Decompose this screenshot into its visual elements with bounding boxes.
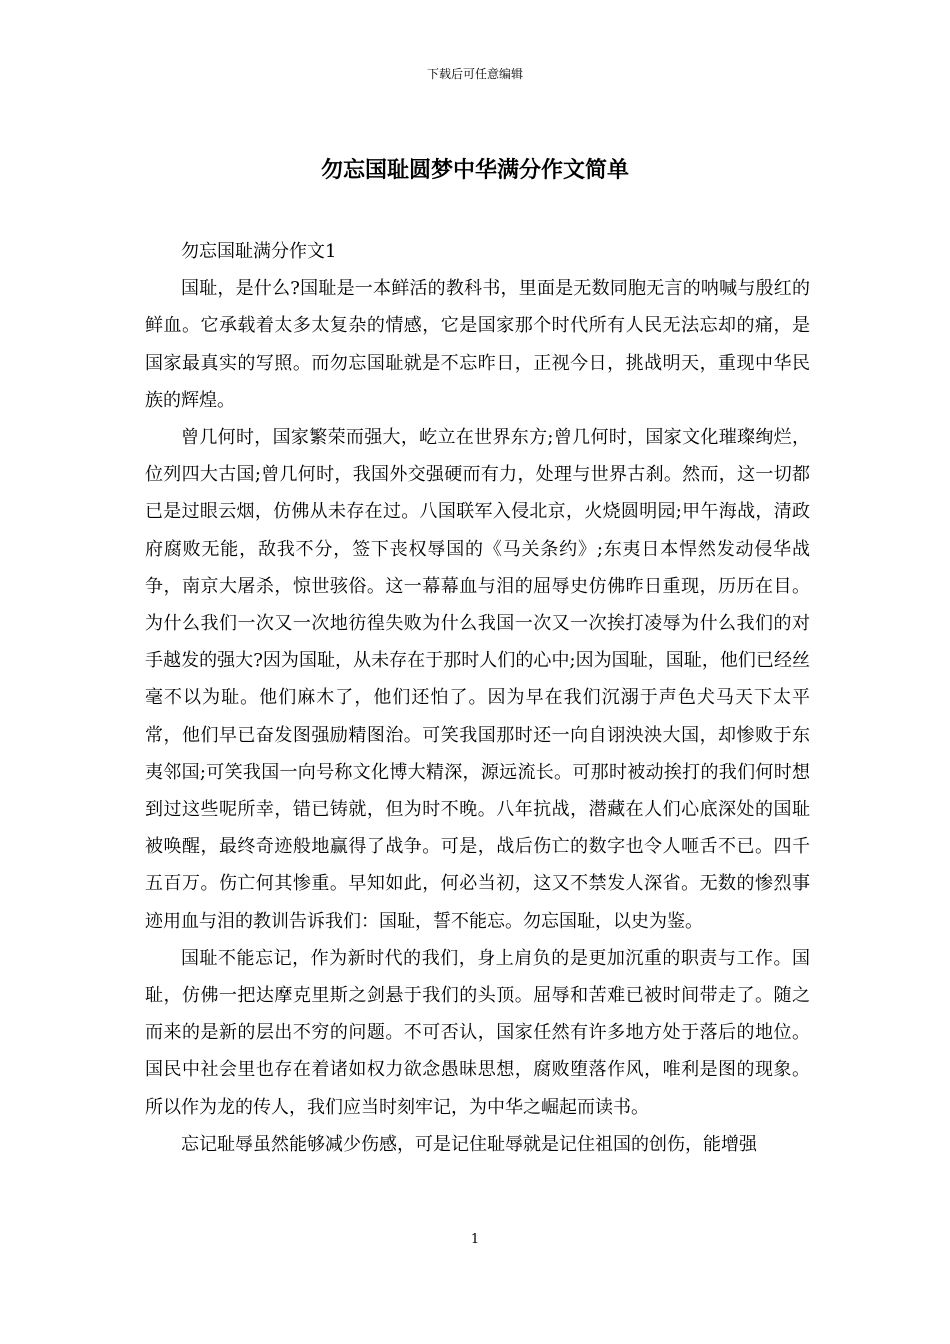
body-paragraph: 曾几何时，国家繁荣而强大，屹立在世界东方;曾几何时，国家文化璀璨绚烂，位列四大古国;曾几何时，我国外交强硬而有力，处理与世界古刹。然而，这一切都已是过眼云烟，仿佛从未存在过。八国联军入侵北京，火烧圆明园;甲午海战，清政府腐败无能，敌我不分，签下丧权辱国的《马关条约》;东夷日本悍然发动侵华战争，南京大屠杀，惊世骇俗。这一幕幕血与泪的屈辱史仿佛昨日重现，历历在目。为什么我们一次又一次地彷徨失败为什么我国一次又一次挨打凌辱为什么我们的对手越发的强大?因为国耻，从未存在于那时人们的心中;因为国耻，国耻，他们已经丝毫不以为耻。他们麻木了，他们还怕了。因为早在我们沉溺于声色犬马天下太平常，他们早已奋发图强励精图治。可笑我国那时还一向自诩泱泱大国，却惨败于东夷邻国;可笑我国一向号称文化博大精深，源远流长。可那时被动挨打的我们何时想到过这些呢所幸，错已铸就，但为时不晚。八年抗战，潜藏在人们心底深处的国耻被唤醒，最终奇迹般地赢得了战争。可是，战后伤亡的数字也令人咂舌不已。四千五百万。伤亡何其惨重。早知如此，何必当初，这又不禁发人深省。无数的惨烈事迹用血与泪的教训告诉我们：国耻，誓不能忘。勿忘国耻，以史为鉴。 — [145, 427, 810, 932]
body-paragraph: 国耻不能忘记，作为新时代的我们，身上肩负的是更加沉重的职责与工作。国耻，仿佛一把达摩克里斯之剑悬于我们的头顶。屈辱和苦难已被时间带走了。随之而来的是新的层出不穷的问题。不可否认，国家任然有许多地方处于落后的地位。国民中社会里也存在着诸如权力欲念愚昧思想，腐败堕落作风，唯利是图的现象。所以作为龙的传人，我们应当时刻牢记，为中华之崛起而读书。 — [145, 947, 810, 1118]
body-paragraph: 忘记耻辱虽然能够减少伤感，可是记住耻辱就是记住祖国的创伤，能增强 — [181, 1133, 757, 1155]
page-number: 1 — [470, 1232, 480, 1247]
section-heading: 勿忘国耻满分作文1 — [181, 241, 337, 262]
body-paragraph: 国耻，是什么?国耻是一本鲜活的教科书，里面是无数同胞无言的呐喊与殷红的鲜血。它承载着太多太复杂的情感，它是国家那个时代所有人民无法忘却的痛，是国家最真实的写照。而勿忘国耻就是不忘昨日，正视今日，挑战明天，重现中华民族的辉煌。 — [145, 278, 810, 411]
document-body — [145, 233, 810, 1163]
document-title: 勿忘国耻圆梦中华满分作文简单 — [320, 157, 629, 183]
page-header-note: 下载后可任意编辑 — [426, 67, 523, 81]
